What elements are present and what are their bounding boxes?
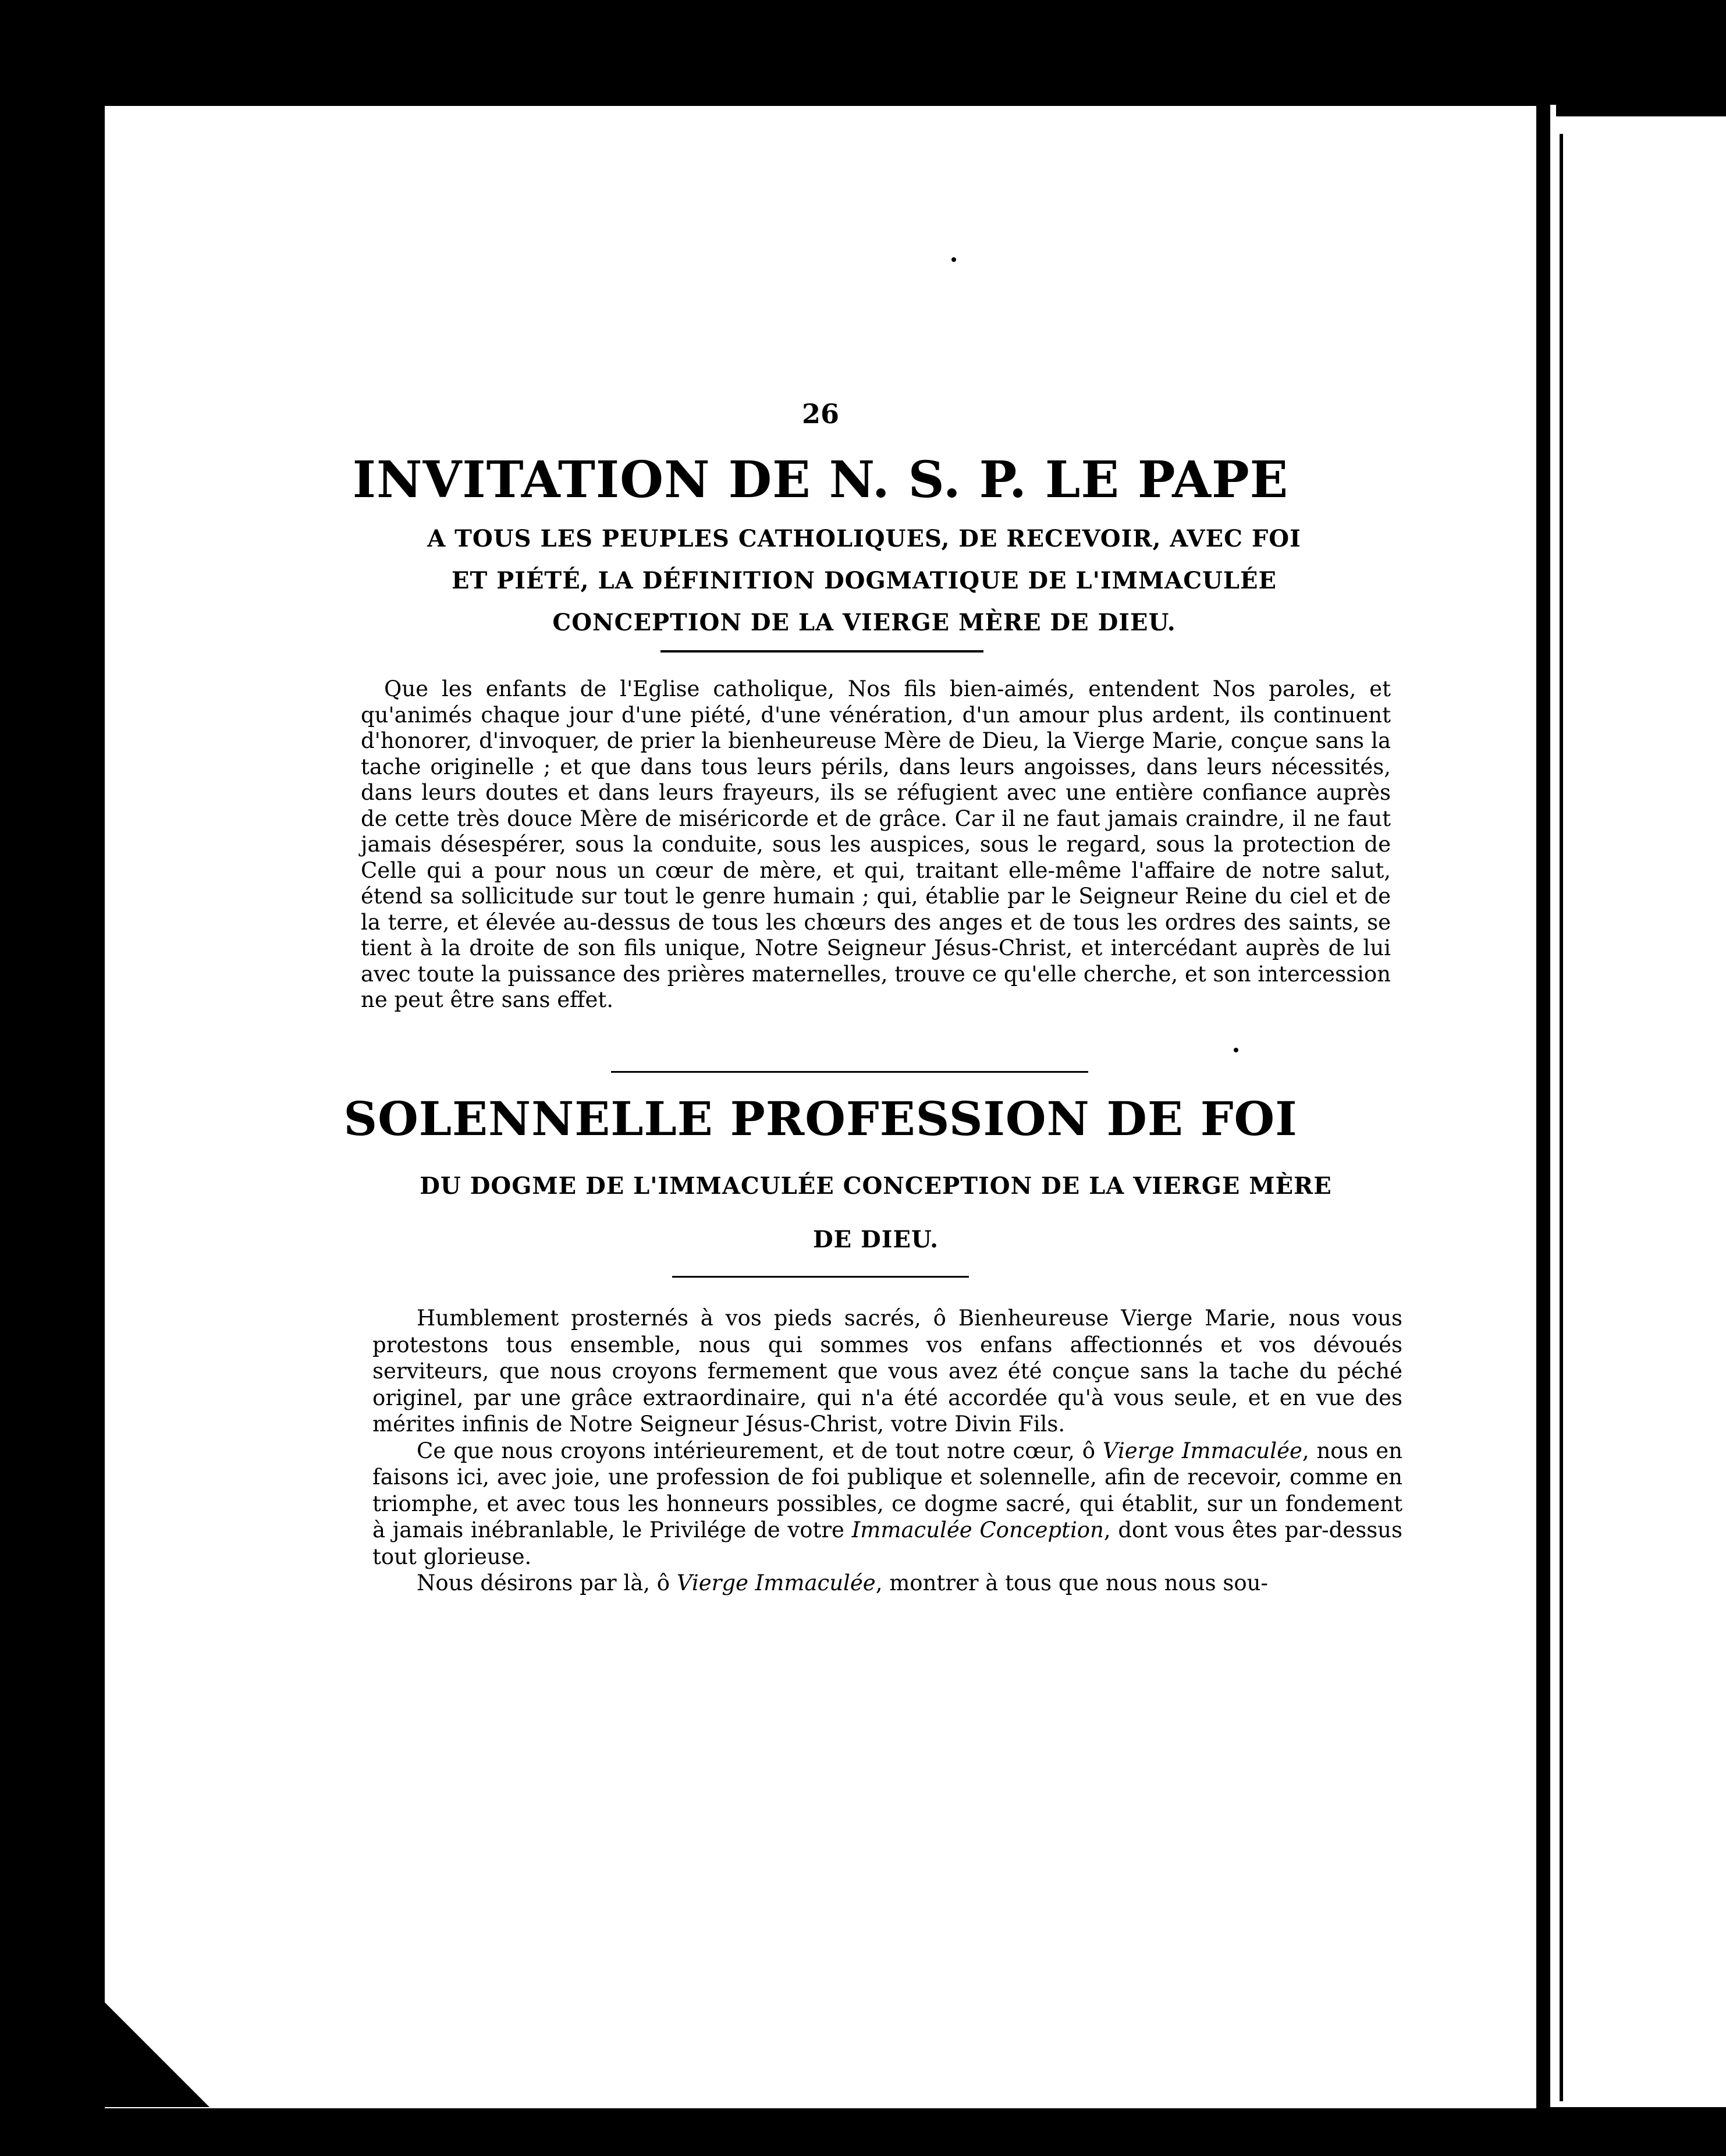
section-1-subtitle-line: A TOUS LES PEUPLES CATHOLIQUES, DE RECEVOIR, AVEC FOI bbox=[427, 525, 1301, 552]
speck-mark bbox=[1234, 1048, 1238, 1052]
section-2-paragraph bbox=[372, 1438, 1402, 1570]
section-2-paragraph: Humblement prosternés à vos pieds sacrés, ô Bienheureuse Vierge Marie, nous vous protestons tous ensemble, nous qui sommes vos enfans affectionnés et vos dévoués serviteurs, que nous croyons fermement que vous avez été conçue sans la tache du péché originel, par une grâce extraordinaire, qui n'a été accordée qu'à vous seule, et en vue des mérites infinis de Notre Seigneur Jésus-Christ, votre Divin Fils. bbox=[372, 1306, 1402, 1437]
section-separator bbox=[611, 1071, 1088, 1073]
text-run: Ce que nous croyons intérieurement, et de tout notre cœur, ô bbox=[417, 1438, 1103, 1463]
text-run: , montrer à tous que nous nous sou- bbox=[875, 1570, 1268, 1595]
section-1-divider bbox=[660, 650, 983, 653]
adjacent-page-binding-line bbox=[1560, 134, 1563, 2101]
section-2-divider bbox=[672, 1276, 969, 1278]
italic-run: Vierge Immaculée bbox=[676, 1570, 876, 1595]
page-corner-curl bbox=[105, 2002, 209, 2107]
section-2-subtitle-line: DU DOGME DE L'IMMACULÉE CONCEPTION DE LA VIERGE MÈRE bbox=[420, 1172, 1332, 1200]
text-run: Nous désirons par là, ô bbox=[417, 1570, 677, 1595]
italic-run: Vierge Immaculée bbox=[1102, 1438, 1302, 1463]
text-run: , dont vous êtes par-dessus tout glorieuse. bbox=[372, 1517, 1403, 1569]
section-2-paragraph bbox=[372, 1570, 1402, 1597]
text-run: , nous en faisons ici, avec joie, une profession de foi publique et solennelle, afin de recevoir, comme en triomphe, et avec tous les honneurs possibles, ce dogme sacré, qui établit, sur un fondement à jamais inébranlable, le Privilége de votre bbox=[372, 1438, 1402, 1542]
section-1-title: INVITATION DE N. S. P. LE PAPE bbox=[352, 451, 1289, 509]
section-1-subtitle bbox=[349, 518, 1379, 644]
section-2-title: SOLENNELLE PROFESSION DE FOI bbox=[343, 1091, 1298, 1146]
section-2-subtitle bbox=[361, 1159, 1391, 1267]
italic-run: Immaculée Conception bbox=[851, 1517, 1104, 1542]
document-page bbox=[105, 106, 1536, 2108]
section-1-subtitle-line: ET PIÉTÉ, LA DÉFINITION DOGMATIQUE DE L'IMMACULÉE bbox=[451, 567, 1277, 594]
page-number: 26 bbox=[801, 398, 839, 430]
section-1-subtitle-line: CONCEPTION DE LA VIERGE MÈRE DE DIEU. bbox=[552, 609, 1176, 636]
section-2-body bbox=[372, 1305, 1402, 1597]
right-page-edge bbox=[1550, 105, 1556, 2107]
section-2-subtitle-line: DE DIEU. bbox=[812, 1226, 939, 1253]
adjacent-page-strip bbox=[1556, 116, 1726, 2107]
speck-mark bbox=[951, 257, 956, 262]
section-1-body: Que les enfants de l'Eglise catholique, Nos fils bien-aimés, entendent Nos paroles, et qu'animés chaque jour d'une piété, d'une vénération, d'un amour plus ardent, ils continuent d'honorer, d'invoquer, de prier la bienheureuse Mère de Dieu, la Vierge Marie, conçue sans la tache originelle ; et que dans tous leurs périls, dans leurs angoisses, dans leurs nécessités, dans leurs doutes et dans leurs frayeurs, ils se réfugient avec une entière confiance auprès de cette très douce Mère de miséricorde et de grâce. Car il ne faut jamais craindre, il ne faut jamais désespérer, sous la conduite, sous les auspices, sous le regard, sous la protection de Celle qui a pour nous un cœur de mère, et qui, traitant elle-même l'affaire de notre salut, étend sa sollicitude sur tout le genre humain ; qui, établie par le Seigneur Reine du ciel et de la terre, et élevée au-dessus de tous les chœurs des anges et de tous les ordres des saints, se tient à la droite de son fils unique, Notre Seigneur Jésus-Christ, et intercédant auprès de lui avec toute la puissance des prières maternelles, trouve ce qu'elle cherche, et son intercession ne peut être sans effet. bbox=[361, 676, 1391, 1012]
